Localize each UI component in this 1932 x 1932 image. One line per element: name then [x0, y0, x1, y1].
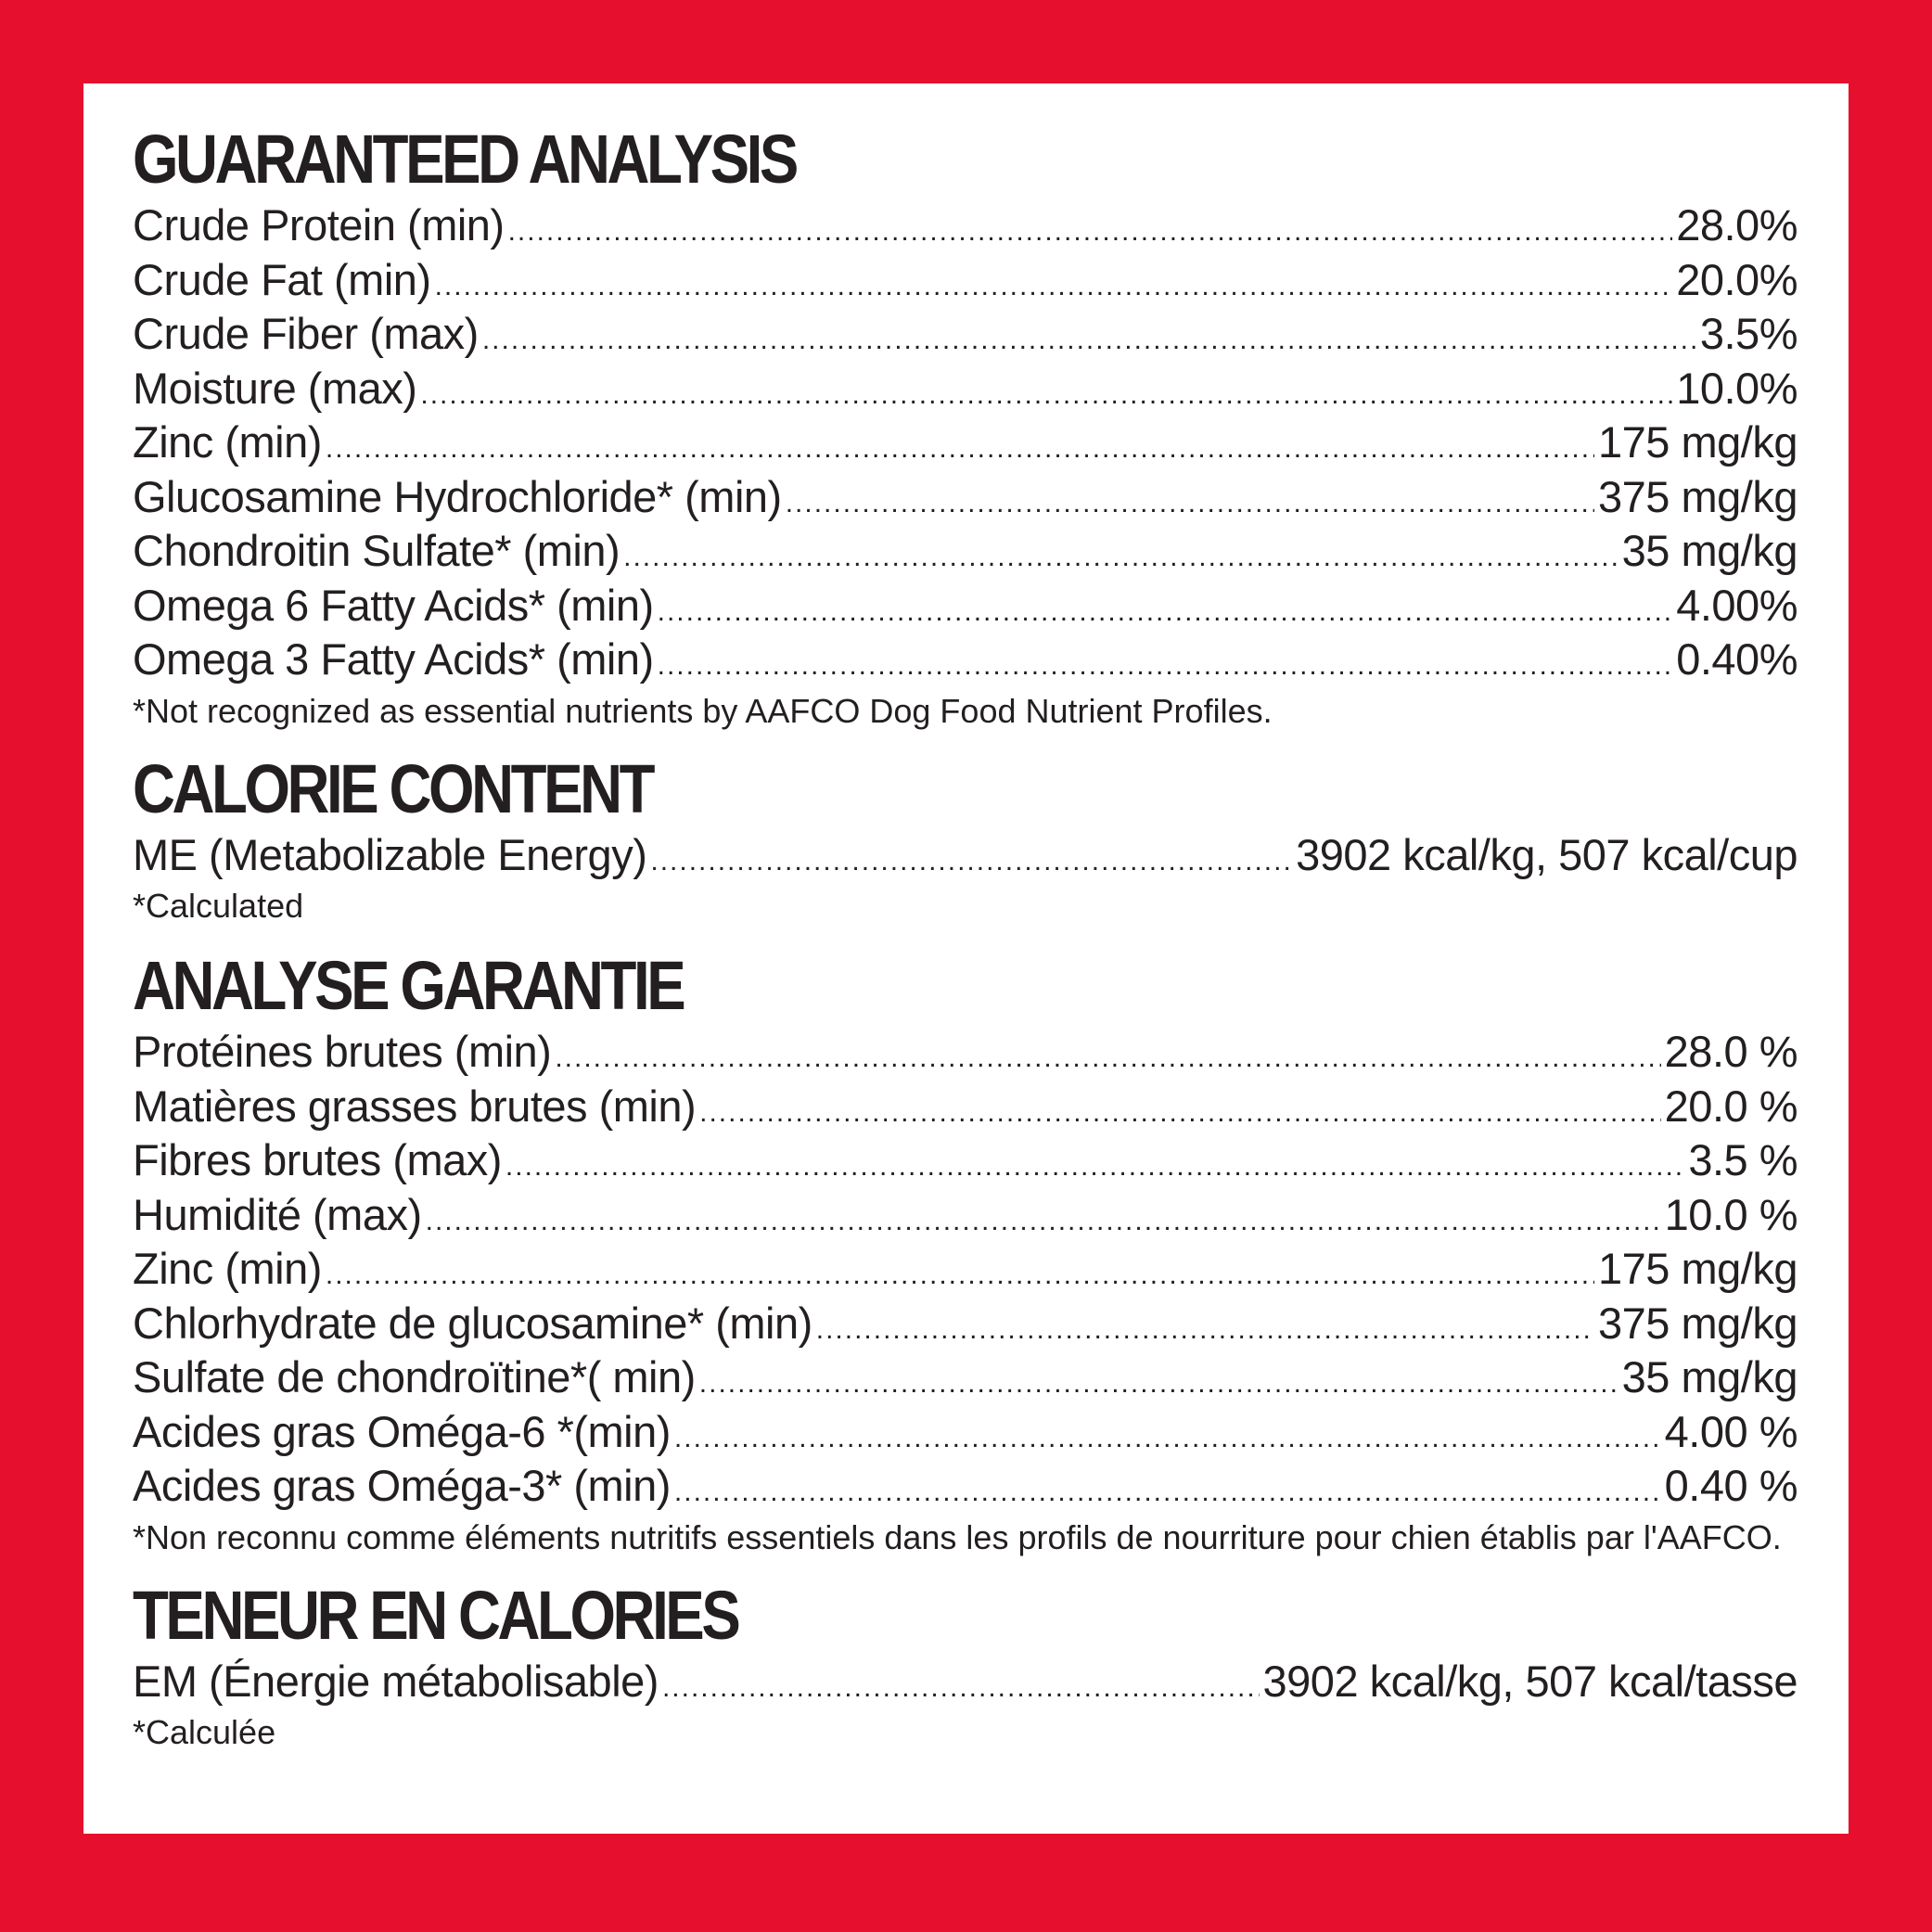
nutrient-value: 10.0 %	[1664, 1189, 1798, 1239]
calorie-list	[133, 1655, 1798, 1709]
nutrient-row	[133, 633, 1798, 687]
teneur-en-calories-section	[133, 1576, 1798, 1758]
nutrient-value: 0.40 %	[1664, 1461, 1798, 1510]
nutrient-name: Acides gras Oméga-3* (min)	[133, 1461, 671, 1510]
nutrient-name: Zinc (min)	[133, 1244, 322, 1293]
dot-leader	[662, 1661, 1260, 1709]
nutrient-name: Humidité (max)	[133, 1189, 422, 1239]
footnote: *Calculée	[133, 1713, 276, 1751]
nutrient-name: Zinc (min)	[133, 417, 322, 467]
nutrient-value: 375 mg/kg	[1598, 471, 1798, 521]
dot-leader	[658, 639, 1673, 687]
nutrient-row	[133, 1459, 1798, 1514]
nutrient-row	[133, 579, 1798, 633]
dot-leader	[326, 422, 1594, 470]
nutrient-name: Protéines brutes (min)	[133, 1027, 552, 1076]
nutrient-name: Fibres brutes (max)	[133, 1135, 502, 1184]
section-title: CALORIE CONTENT	[133, 749, 653, 827]
nutrient-value: 28.0%	[1676, 200, 1798, 249]
nutrient-row	[133, 416, 1798, 470]
nutrient-value: 4.00 %	[1664, 1406, 1798, 1456]
nutrient-row	[133, 253, 1798, 308]
nutrient-row	[133, 470, 1798, 525]
dot-leader	[482, 313, 1696, 362]
nutrient-list	[133, 198, 1798, 687]
nutrient-value: 35 mg/kg	[1621, 526, 1798, 575]
dot-leader	[674, 1412, 1661, 1460]
dot-leader	[699, 1086, 1661, 1134]
nutrient-row	[133, 1297, 1798, 1351]
nutrient-name: Moisture (max)	[133, 363, 417, 413]
nutrient-value: 175 mg/kg	[1598, 417, 1798, 467]
dot-leader	[555, 1031, 1660, 1080]
dot-leader	[658, 585, 1673, 633]
nutrient-value: 0.40%	[1676, 634, 1798, 684]
nutrient-name: Glucosamine Hydrochloride* (min)	[133, 471, 782, 521]
nutrient-row	[133, 362, 1798, 416]
nutrient-value: 28.0 %	[1664, 1027, 1798, 1076]
nutrient-name: Crude Fat (min)	[133, 254, 431, 304]
dot-leader	[435, 260, 1673, 308]
nutrient-row	[133, 198, 1798, 253]
dot-leader	[816, 1303, 1594, 1351]
nutrition-label-card	[83, 83, 1849, 1834]
calorie-row	[133, 828, 1798, 883]
nutrient-row	[133, 1242, 1798, 1297]
footnote: *Non reconnu comme éléments nutritifs essentiels dans les profils de nourriture pour chien établis par l'AAFCO.	[133, 1517, 1782, 1556]
nutrient-value: 20.0%	[1676, 254, 1798, 304]
dot-leader	[650, 835, 1292, 883]
nutrient-value: 10.0%	[1676, 363, 1798, 413]
nutrient-name: Acides gras Oméga-6 *(min)	[133, 1406, 671, 1456]
nutrient-name: Matières grasses brutes (min)	[133, 1081, 697, 1131]
calorie-value: 3902 kcal/kg, 507 kcal/tasse	[1262, 1656, 1798, 1706]
nutrient-row	[133, 307, 1798, 362]
nutrient-name: Omega 6 Fatty Acids* (min)	[133, 580, 654, 630]
nutrient-value: 35 mg/kg	[1621, 1352, 1798, 1401]
dot-leader	[786, 477, 1594, 525]
section-title: ANALYSE GARANTIE	[133, 947, 684, 1024]
guaranteed-analysis-section	[133, 122, 1798, 736]
nutrient-value: 3.5 %	[1688, 1135, 1798, 1184]
nutrient-name: Crude Protein (min)	[133, 200, 505, 249]
nutrient-name: Omega 3 Fatty Acids* (min)	[133, 634, 654, 684]
nutrient-row	[133, 1080, 1798, 1134]
dot-leader	[426, 1195, 1661, 1243]
nutrient-value: 3.5%	[1699, 309, 1798, 358]
nutrient-value: 375 mg/kg	[1598, 1298, 1798, 1348]
section-title: GUARANTEED ANALYSIS	[133, 121, 796, 198]
dot-leader	[326, 1248, 1594, 1297]
nutrient-list	[133, 1025, 1798, 1514]
nutrient-name: Chondroitin Sulfate* (min)	[133, 526, 621, 575]
nutrient-value: 4.00%	[1676, 580, 1798, 630]
nutrient-row	[133, 1133, 1798, 1188]
calorie-name: ME (Metabolizable Energy)	[133, 829, 647, 879]
nutrient-name: Sulfate de chondroïtine*( min)	[133, 1352, 696, 1401]
nutrient-name: Crude Fiber (max)	[133, 309, 479, 358]
nutrient-row	[133, 1025, 1798, 1080]
calorie-row	[133, 1655, 1798, 1709]
nutrient-value: 20.0 %	[1664, 1081, 1798, 1131]
calorie-content-section	[133, 749, 1798, 931]
nutrient-row	[133, 1188, 1798, 1243]
dot-leader	[505, 1140, 1684, 1188]
dot-leader	[699, 1357, 1619, 1405]
analyse-garantie-section	[133, 949, 1798, 1562]
nutrient-name: Chlorhydrate de glucosamine* (min)	[133, 1298, 812, 1348]
section-title: TENEUR EN CALORIES	[133, 1576, 738, 1654]
dot-leader	[420, 368, 1672, 416]
nutrient-row	[133, 1350, 1798, 1405]
nutrient-value: 175 mg/kg	[1598, 1244, 1798, 1293]
dot-leader	[508, 205, 1673, 253]
dot-leader	[674, 1465, 1661, 1514]
calorie-value: 3902 kcal/kg, 507 kcal/cup	[1296, 829, 1798, 879]
calorie-list	[133, 828, 1798, 883]
footnote: *Calculated	[133, 887, 304, 925]
footnote: *Not recognized as essential nutrients by AAFCO Dog Food Nutrient Profiles.	[133, 691, 1273, 730]
nutrient-row	[133, 1405, 1798, 1460]
nutrient-row	[133, 524, 1798, 579]
dot-leader	[623, 531, 1619, 579]
calorie-name: EM (Énergie métabolisable)	[133, 1656, 659, 1706]
